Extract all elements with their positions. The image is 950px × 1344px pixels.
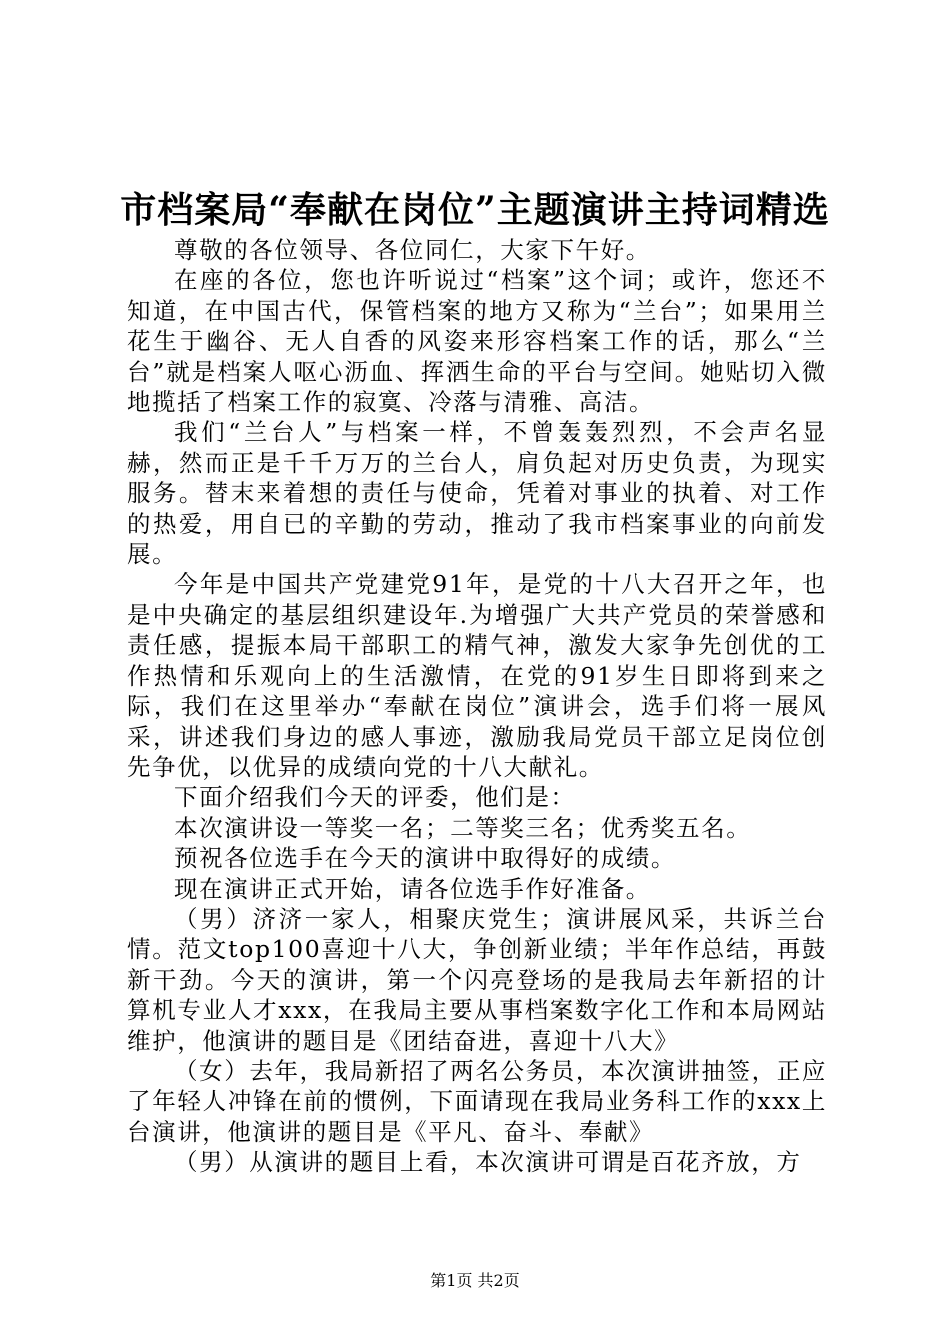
paragraph: 预祝各位选手在今天的演讲中取得好的成绩。 bbox=[174, 844, 676, 873]
paragraph: （男）济济一家人，相聚庆党生；演讲展风采，共诉兰台情。范文top100喜迎十八大，争创新业绩；半年作总结，再鼓新干劲。今天的演讲，第一个闪亮登场的是我局去年新招的计算机专业人才xxx，在我局主要从事档案数字化工作和本局网站维护，他演讲的题目是《团结奋进，喜迎十八大》 bbox=[127, 904, 827, 1055]
paragraph: 我们“兰台人”与档案一样，不曾轰轰烈烈，不会声名显赫，然而正是千千万万的兰台人，肩负起对历史负责，为现实服务。替末来着想的责任与使命，凭着对事业的执着、对工作的热爱，用自已的辛勤的劳动，推动了我市档案事业的向前发展。 bbox=[127, 418, 827, 569]
paragraph: 本次演讲设一等奖一名；二等奖三名；优秀奖五名。 bbox=[174, 813, 752, 842]
paragraph: 下面介绍我们今天的评委，他们是： bbox=[174, 783, 576, 812]
paragraph: （女）去年，我局新招了两名公务员，本次演讲抽签，正应了年轻人冲锋在前的惯例，下面请现在我局业务科工作的xxx上台演讲，他演讲的题目是《平凡、奋斗、奉献》 bbox=[127, 1056, 827, 1146]
page-footer: 第1页 共2页 bbox=[430, 1271, 520, 1290]
document-title: 市档案局“奉献在岗位”主题演讲主持词精选 bbox=[120, 189, 830, 231]
paragraph: 现在演讲正式开始，请各位选手作好准备。 bbox=[174, 874, 651, 903]
paragraph: （男）从演讲的题目上看，本次演讲可谓是百花齐放，方 bbox=[174, 1148, 802, 1177]
paragraph: 尊敬的各位领导、各位同仁，大家下午好。 bbox=[174, 236, 651, 264]
paragraph: 在座的各位，您也许听说过“档案”这个词；或许，您还不知道，在中国古代，保管档案的地方又称为“兰台”；如果用兰花生于幽谷、无人自香的风姿来形容档案工作的话，那么“兰台”就是档案人呕心沥血、挥洒生命的平台与空间。她贴切入微地揽括了档案工作的寂寞、冷落与清雅、高洁。 bbox=[127, 266, 827, 417]
paragraph: 今年是中国共产党建党91年，是党的十八大召开之年，也是中央确定的基层组织建设年.为增强广大共产党员的荣誉感和责任感，提振本局干部职工的精气神，激发大家争先创优的工作热情和乐观向上的生活激情，在党的91岁生日即将到来之际，我们在这里举办“奉献在岗位”演讲会，选手们将一展风采，讲述我们身边的感人事迹，激励我局党员干部立足岗位创先争优，以优异的成绩向党的十八大献礼。 bbox=[127, 570, 827, 781]
document-body bbox=[127, 235, 827, 1178]
